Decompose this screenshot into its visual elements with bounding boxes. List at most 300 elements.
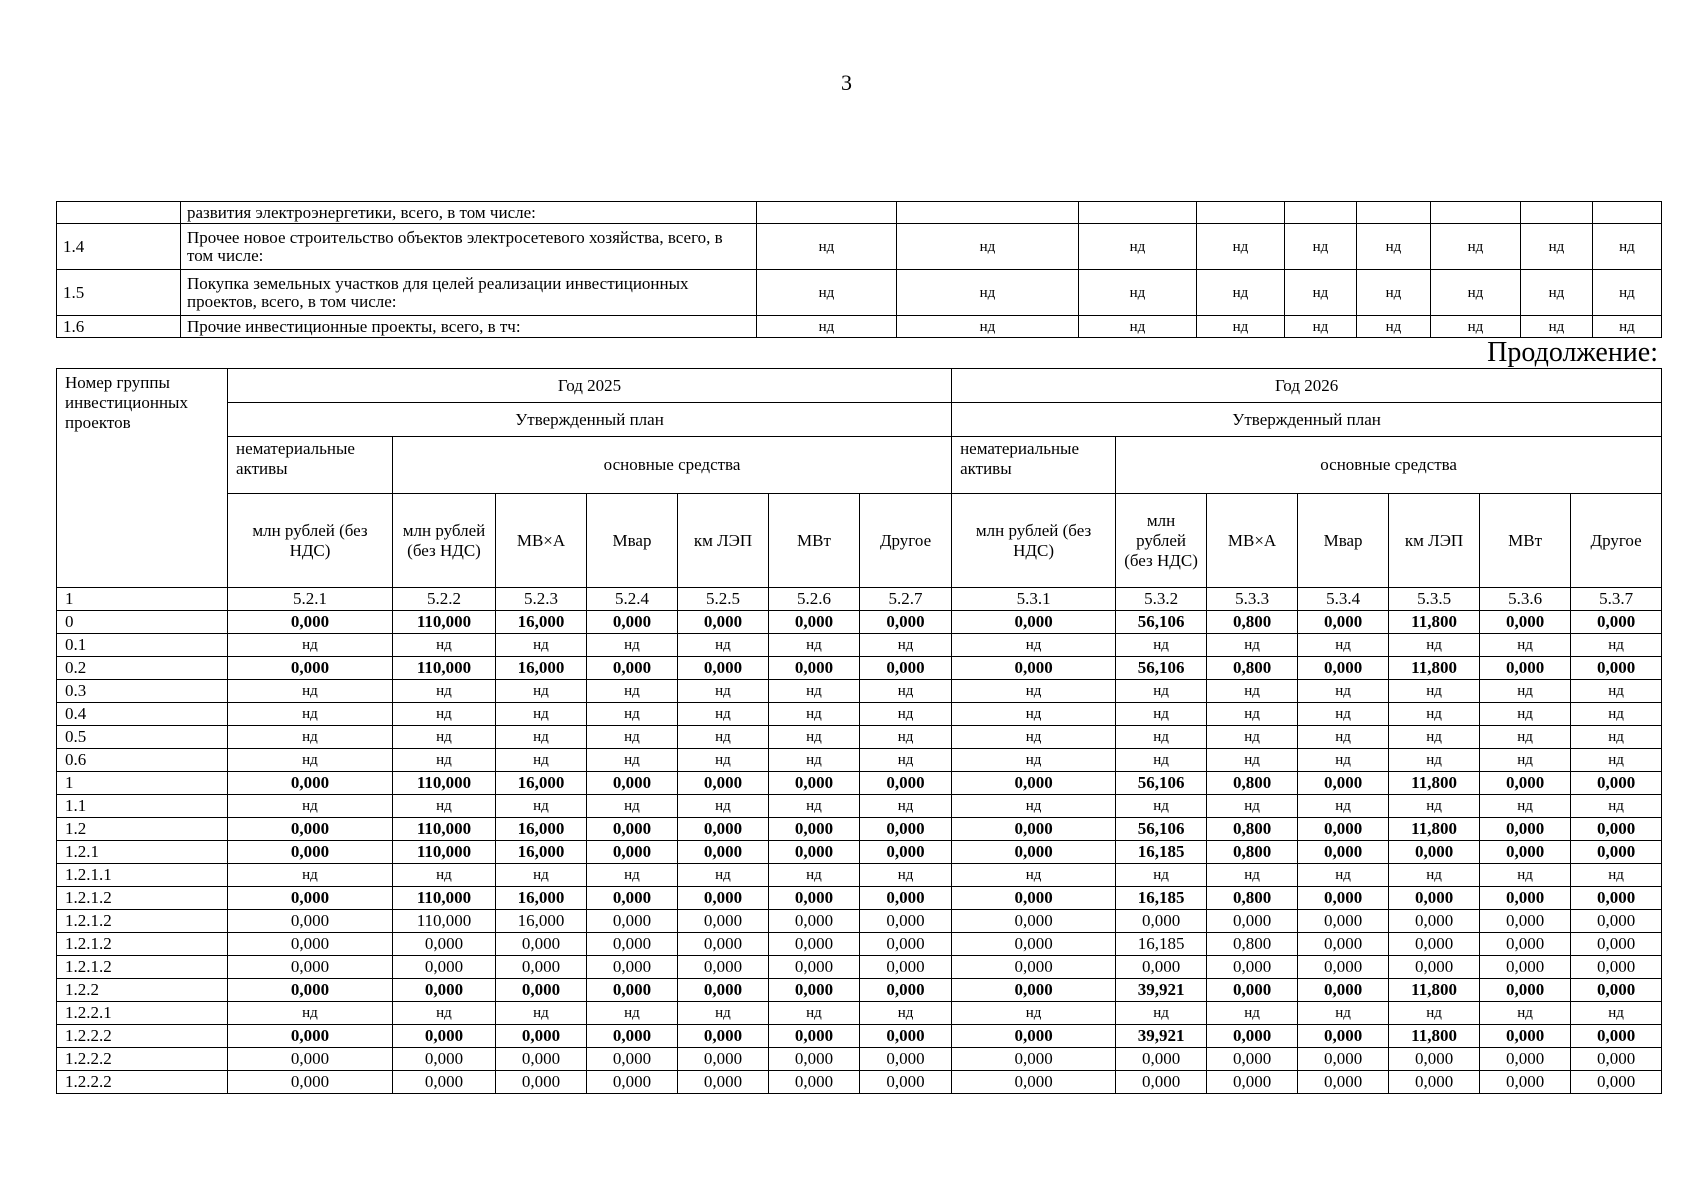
group-number: 1.2.1	[57, 841, 228, 864]
group-number: 0.4	[57, 703, 228, 726]
table-row	[57, 657, 1662, 680]
unit-header: МВ×А	[1207, 494, 1298, 588]
table-cell: нд	[860, 795, 952, 818]
table-cell: 0,000	[587, 979, 678, 1002]
table-cell: 0,000	[1389, 887, 1480, 910]
table-cell: 0,000	[860, 979, 952, 1002]
table-cell: 56,106	[1116, 611, 1207, 634]
table-cell: 110,000	[393, 772, 496, 795]
table-cell: 0,000	[228, 611, 393, 634]
table-cell: нд	[1357, 270, 1431, 316]
table-cell: нд	[952, 795, 1116, 818]
table-cell: 0,000	[1480, 772, 1571, 795]
table-cell: 0,000	[496, 1025, 587, 1048]
table-cell: 0,000	[496, 1071, 587, 1094]
table-cell: 0,000	[393, 1025, 496, 1048]
table-cell: нд	[1521, 316, 1593, 338]
table-cell: 11,800	[1389, 1025, 1480, 1048]
table-cell: 0,000	[587, 933, 678, 956]
table-cell: 39,921	[1116, 1025, 1207, 1048]
table-cell: нд	[393, 680, 496, 703]
table-cell: нд	[952, 864, 1116, 887]
table-cell: нд	[393, 634, 496, 657]
year-2026-header: Год 2026	[952, 369, 1662, 403]
table-cell: 0,000	[228, 841, 393, 864]
table-cell: 0,000	[678, 956, 769, 979]
unit-header: млн рублей (без НДС)	[228, 494, 393, 588]
table-row	[57, 703, 1662, 726]
table-cell: нд	[587, 703, 678, 726]
table-cell: нд	[1207, 749, 1298, 772]
table-cell: 0,000	[496, 956, 587, 979]
table-cell: 0,000	[1571, 1071, 1662, 1094]
table-cell: 0,000	[952, 1071, 1116, 1094]
column-code: 5.2.3	[496, 588, 587, 611]
table-cell: нд	[1298, 703, 1389, 726]
table-row	[57, 1071, 1662, 1094]
table-cell: нд	[1593, 270, 1662, 316]
table-cell: 0,000	[228, 1071, 393, 1094]
table-cell: 0,000	[769, 979, 860, 1002]
table-cell: 0,000	[228, 979, 393, 1002]
table-cell: нд	[1389, 703, 1480, 726]
table-cell: нд	[228, 726, 393, 749]
table-cell: нд	[1389, 864, 1480, 887]
table-cell: нд	[228, 795, 393, 818]
table-cell: 0,000	[228, 910, 393, 933]
table-cell: 0,000	[228, 887, 393, 910]
table-cell: 11,800	[1389, 657, 1480, 680]
table-cell: нд	[1571, 634, 1662, 657]
table-cell: 0,800	[1207, 933, 1298, 956]
table-cell: 110,000	[393, 887, 496, 910]
table-cell: 0,000	[860, 1048, 952, 1071]
year-2025-header: Год 2025	[228, 369, 952, 403]
table-cell: 0,000	[1571, 818, 1662, 841]
table-cell: 0,000	[587, 1048, 678, 1071]
table-row	[57, 818, 1662, 841]
table-cell: 0,000	[678, 841, 769, 864]
table-cell: 0,000	[952, 1025, 1116, 1048]
table-cell: нд	[1480, 726, 1571, 749]
table-cell: нд	[1480, 749, 1571, 772]
table-cell: 0,800	[1207, 657, 1298, 680]
table-cell: 0,000	[1571, 772, 1662, 795]
table-cell: нд	[1298, 1002, 1389, 1025]
table-cell: 0,800	[1207, 772, 1298, 795]
table-cell: нд	[393, 1002, 496, 1025]
table-cell: 0,000	[1298, 1025, 1389, 1048]
table-cell	[897, 202, 1079, 224]
table-cell: 0,000	[860, 657, 952, 680]
table-cell: нд	[860, 726, 952, 749]
table-cell: 0,000	[952, 933, 1116, 956]
table-cell: нд	[678, 726, 769, 749]
table-cell: нд	[1298, 634, 1389, 657]
table-cell: 0,000	[393, 956, 496, 979]
table-cell: нд	[678, 634, 769, 657]
group-number: 0.3	[57, 680, 228, 703]
table-cell: нд	[678, 749, 769, 772]
table-cell: 0,000	[769, 818, 860, 841]
column-code-row	[57, 588, 1662, 611]
table-cell: 0,000	[1298, 910, 1389, 933]
table-cell: нд	[393, 795, 496, 818]
table-cell: нд	[1571, 680, 1662, 703]
table-cell: нд	[587, 795, 678, 818]
table-cell: нд	[860, 1002, 952, 1025]
table-cell: нд	[1431, 270, 1521, 316]
table-cell: 0,000	[952, 818, 1116, 841]
table-cell: нд	[1431, 316, 1521, 338]
table-cell: 0,000	[587, 818, 678, 841]
table-cell: 0,000	[1116, 956, 1207, 979]
table-cell: 0,000	[952, 887, 1116, 910]
table-cell	[1197, 202, 1285, 224]
table-cell: нд	[587, 1002, 678, 1025]
table-cell: 0,000	[587, 611, 678, 634]
table-cell: нд	[678, 703, 769, 726]
table-cell: нд	[952, 726, 1116, 749]
table-cell: 110,000	[393, 841, 496, 864]
table-cell: 0,000	[393, 933, 496, 956]
table-cell: нд	[228, 749, 393, 772]
table-cell: нд	[496, 1002, 587, 1025]
column-code: 5.3.1	[952, 588, 1116, 611]
table-cell: 110,000	[393, 611, 496, 634]
table-cell: нд	[1116, 680, 1207, 703]
table-cell: 16,000	[496, 657, 587, 680]
table-cell: нд	[1116, 795, 1207, 818]
table-cell: 0,000	[228, 1025, 393, 1048]
table-cell: 110,000	[393, 657, 496, 680]
table-cell: нд	[952, 703, 1116, 726]
table-cell: нд	[228, 864, 393, 887]
table-cell: 0,000	[769, 933, 860, 956]
table-cell: 0,000	[1298, 1071, 1389, 1094]
column-code: 5.3.7	[1571, 588, 1662, 611]
table-row	[57, 933, 1662, 956]
table-cell: нд	[587, 634, 678, 657]
table-cell: нд	[1207, 726, 1298, 749]
table-cell: нд	[1389, 726, 1480, 749]
table-cell: 16,000	[496, 887, 587, 910]
table-cell: 0,000	[678, 818, 769, 841]
column-code: 1	[57, 588, 228, 611]
unit-header: МВт	[1480, 494, 1571, 588]
plan-2025-header: Утвержденный план	[228, 403, 952, 437]
table-cell: нд	[1116, 634, 1207, 657]
table-cell: 0,000	[952, 1048, 1116, 1071]
group-number: 1.2.2.2	[57, 1025, 228, 1048]
table-cell: нд	[1480, 680, 1571, 703]
table-cell: нд	[1207, 795, 1298, 818]
table-cell: 0,000	[587, 956, 678, 979]
table-cell: нд	[897, 270, 1079, 316]
table-cell: 0,000	[769, 887, 860, 910]
table-cell: 0,000	[769, 910, 860, 933]
table-cell: 0,000	[952, 910, 1116, 933]
intangible-2026-header: нематериальные активы	[952, 437, 1116, 494]
group-number: 0.5	[57, 726, 228, 749]
table-cell: 0,000	[1298, 818, 1389, 841]
table-cell: 0,000	[769, 1048, 860, 1071]
table-cell: 16,185	[1116, 887, 1207, 910]
table-cell: 0,000	[587, 910, 678, 933]
plan-2026-header: Утвержденный план	[952, 403, 1662, 437]
table-cell: 0,000	[769, 657, 860, 680]
table-cell: 0,000	[769, 611, 860, 634]
row-code	[57, 202, 181, 224]
table-row	[57, 634, 1662, 657]
table-cell: нд	[1116, 703, 1207, 726]
table-cell: нд	[860, 634, 952, 657]
column-code: 5.3.2	[1116, 588, 1207, 611]
column-code: 5.2.1	[228, 588, 393, 611]
table-cell: нд	[952, 634, 1116, 657]
table-cell: нд	[1357, 316, 1431, 338]
table-cell: нд	[1285, 270, 1357, 316]
table-cell: 0,000	[952, 772, 1116, 795]
table-cell: 0,000	[860, 818, 952, 841]
table-cell: нд	[860, 680, 952, 703]
table-cell: 16,000	[496, 910, 587, 933]
table-cell: 0,000	[1389, 933, 1480, 956]
table-cell: нд	[228, 634, 393, 657]
table-cell: нд	[769, 634, 860, 657]
table-cell: 0,000	[496, 1048, 587, 1071]
row-code: 1.4	[57, 224, 181, 270]
column-code: 5.3.4	[1298, 588, 1389, 611]
table-row	[57, 795, 1662, 818]
table-cell: 0,000	[228, 772, 393, 795]
table-cell: 0,000	[1389, 841, 1480, 864]
table-cell: 0,000	[769, 841, 860, 864]
table-cell: 0,000	[587, 887, 678, 910]
unit-header: Другое	[860, 494, 952, 588]
table-cell: нд	[1571, 795, 1662, 818]
table-cell: нд	[757, 270, 897, 316]
table-cell: нд	[393, 726, 496, 749]
table-cell: 0,000	[1571, 611, 1662, 634]
table-cell: нд	[769, 703, 860, 726]
table-cell: нд	[1298, 680, 1389, 703]
row-code: 1.5	[57, 270, 181, 316]
group-number: 1.2.2.2	[57, 1071, 228, 1094]
table-cell: 0,000	[1571, 657, 1662, 680]
table-cell: нд	[496, 864, 587, 887]
table-cell: нд	[1389, 795, 1480, 818]
top-table-row	[57, 224, 1662, 270]
table-cell: 16,000	[496, 772, 587, 795]
table-cell: 0,000	[1298, 772, 1389, 795]
table-cell: нд	[1298, 749, 1389, 772]
table-cell: нд	[678, 795, 769, 818]
table-cell: 0,000	[587, 657, 678, 680]
table-cell: 16,000	[496, 818, 587, 841]
table-cell: нд	[496, 703, 587, 726]
table-cell: нд	[587, 680, 678, 703]
table-cell: 0,000	[1480, 1025, 1571, 1048]
row-code: 1.6	[57, 316, 181, 338]
table-cell: 0,000	[587, 1071, 678, 1094]
table-cell: нд	[678, 680, 769, 703]
table-cell: нд	[1431, 224, 1521, 270]
table-cell: 0,000	[1480, 657, 1571, 680]
table-cell: 0,000	[1389, 910, 1480, 933]
table-cell: нд	[1207, 634, 1298, 657]
group-number: 0.1	[57, 634, 228, 657]
unit-header: млн рублей (без НДС)	[952, 494, 1116, 588]
table-cell: нд	[1207, 680, 1298, 703]
row-name: Прочие инвестиционные проекты, всего, в тч:	[181, 316, 757, 338]
table-cell: нд	[897, 316, 1079, 338]
column-code: 5.3.5	[1389, 588, 1480, 611]
unit-header: Другое	[1571, 494, 1662, 588]
table-cell: 0,000	[678, 611, 769, 634]
table-cell: 0,000	[860, 772, 952, 795]
table-cell: 0,000	[1207, 1025, 1298, 1048]
column-code: 5.2.4	[587, 588, 678, 611]
table-cell: 0,000	[860, 841, 952, 864]
table-cell: нд	[769, 680, 860, 703]
table-cell: нд	[1285, 316, 1357, 338]
table-cell: нд	[393, 703, 496, 726]
table-row	[57, 841, 1662, 864]
table-cell: нд	[587, 864, 678, 887]
table-cell: нд	[496, 726, 587, 749]
table-cell	[1593, 202, 1662, 224]
table-cell: 0,000	[678, 1025, 769, 1048]
table-cell: нд	[860, 703, 952, 726]
table-cell: нд	[496, 680, 587, 703]
table-cell: нд	[1389, 680, 1480, 703]
table-row	[57, 726, 1662, 749]
table-cell: нд	[1197, 270, 1285, 316]
investment-table	[56, 368, 1662, 1094]
table-row	[57, 887, 1662, 910]
table-cell: нд	[1197, 224, 1285, 270]
table-cell: 11,800	[1389, 772, 1480, 795]
table-cell: 0,000	[1480, 818, 1571, 841]
row-name: Покупка земельных участков для целей реализации инвестиционных проектов, всего, в том числе:	[181, 270, 757, 316]
table-cell: 0,000	[1298, 657, 1389, 680]
table-cell: нд	[1480, 795, 1571, 818]
table-cell: нд	[1571, 1002, 1662, 1025]
table-cell: 16,185	[1116, 933, 1207, 956]
table-cell: 0,000	[1389, 1071, 1480, 1094]
table-cell: 0,000	[228, 657, 393, 680]
table-row	[57, 749, 1662, 772]
table-row	[57, 680, 1662, 703]
table-cell: 11,800	[1389, 818, 1480, 841]
table-cell: 0,000	[1298, 841, 1389, 864]
table-cell: нд	[1116, 726, 1207, 749]
unit-header: км ЛЭП	[678, 494, 769, 588]
group-number: 1.2.1.2	[57, 956, 228, 979]
table-cell: нд	[228, 1002, 393, 1025]
table-row	[57, 956, 1662, 979]
table-cell: 0,000	[1116, 1071, 1207, 1094]
table-cell: 0,000	[952, 979, 1116, 1002]
table-cell: 0,000	[393, 1048, 496, 1071]
table-cell: 56,106	[1116, 818, 1207, 841]
table-cell: 0,000	[860, 611, 952, 634]
table-cell: 0,000	[860, 956, 952, 979]
table-cell	[1285, 202, 1357, 224]
table-cell: 0,000	[1298, 956, 1389, 979]
table-cell: нд	[1079, 316, 1197, 338]
table-cell: нд	[1298, 726, 1389, 749]
table-cell: 0,000	[1480, 956, 1571, 979]
table-cell: нд	[1571, 864, 1662, 887]
table-cell: нд	[496, 749, 587, 772]
table-cell: 0,000	[952, 611, 1116, 634]
table-cell: нд	[1207, 703, 1298, 726]
table-cell: нд	[1571, 749, 1662, 772]
table-cell: 16,185	[1116, 841, 1207, 864]
table-cell: 0,000	[496, 933, 587, 956]
table-cell: нд	[678, 1002, 769, 1025]
table-cell: 0,000	[1571, 1048, 1662, 1071]
group-number: 1.2.1.2	[57, 910, 228, 933]
table-cell: 110,000	[393, 910, 496, 933]
table-cell: нд	[769, 749, 860, 772]
table-row	[57, 1002, 1662, 1025]
table-cell: нд	[1207, 1002, 1298, 1025]
table-cell: 0,000	[587, 841, 678, 864]
table-cell	[1431, 202, 1521, 224]
table-cell: 0,800	[1207, 818, 1298, 841]
table-cell: нд	[1079, 270, 1197, 316]
column-code: 5.3.6	[1480, 588, 1571, 611]
table-cell: 0,000	[860, 933, 952, 956]
table-cell: 0,000	[678, 1048, 769, 1071]
unit-header: Мвар	[587, 494, 678, 588]
table-cell: 0,000	[678, 910, 769, 933]
table-cell: 0,000	[1480, 910, 1571, 933]
table-cell: 0,000	[1571, 979, 1662, 1002]
table-cell: 0,000	[1207, 956, 1298, 979]
table-cell: 0,000	[1207, 910, 1298, 933]
table-cell: 0,000	[1298, 611, 1389, 634]
table-cell: нд	[1298, 795, 1389, 818]
table-row	[57, 910, 1662, 933]
group-number: 1.1	[57, 795, 228, 818]
intangible-2025-header: нематериальные активы	[228, 437, 393, 494]
table-cell: нд	[496, 795, 587, 818]
table-cell: 0,000	[1298, 979, 1389, 1002]
table-cell: 16,000	[496, 841, 587, 864]
table-cell: 0,000	[860, 910, 952, 933]
fixed-assets-2026-header: основные средства	[1116, 437, 1662, 494]
table-cell: 0,000	[860, 1025, 952, 1048]
table-cell: нд	[678, 864, 769, 887]
table-cell: нд	[1480, 864, 1571, 887]
table-cell: 0,000	[1480, 841, 1571, 864]
table-cell: 0,000	[1480, 611, 1571, 634]
group-number: 0.2	[57, 657, 228, 680]
table-cell: нд	[1521, 224, 1593, 270]
table-cell: 0,000	[496, 979, 587, 1002]
group-number: 1.2.1.2	[57, 933, 228, 956]
table-cell: 0,000	[860, 1071, 952, 1094]
table-cell: 0,000	[1480, 887, 1571, 910]
table-cell: нд	[496, 634, 587, 657]
table-cell: 0,000	[1571, 887, 1662, 910]
table-cell	[757, 202, 897, 224]
top-table-row	[57, 270, 1662, 316]
